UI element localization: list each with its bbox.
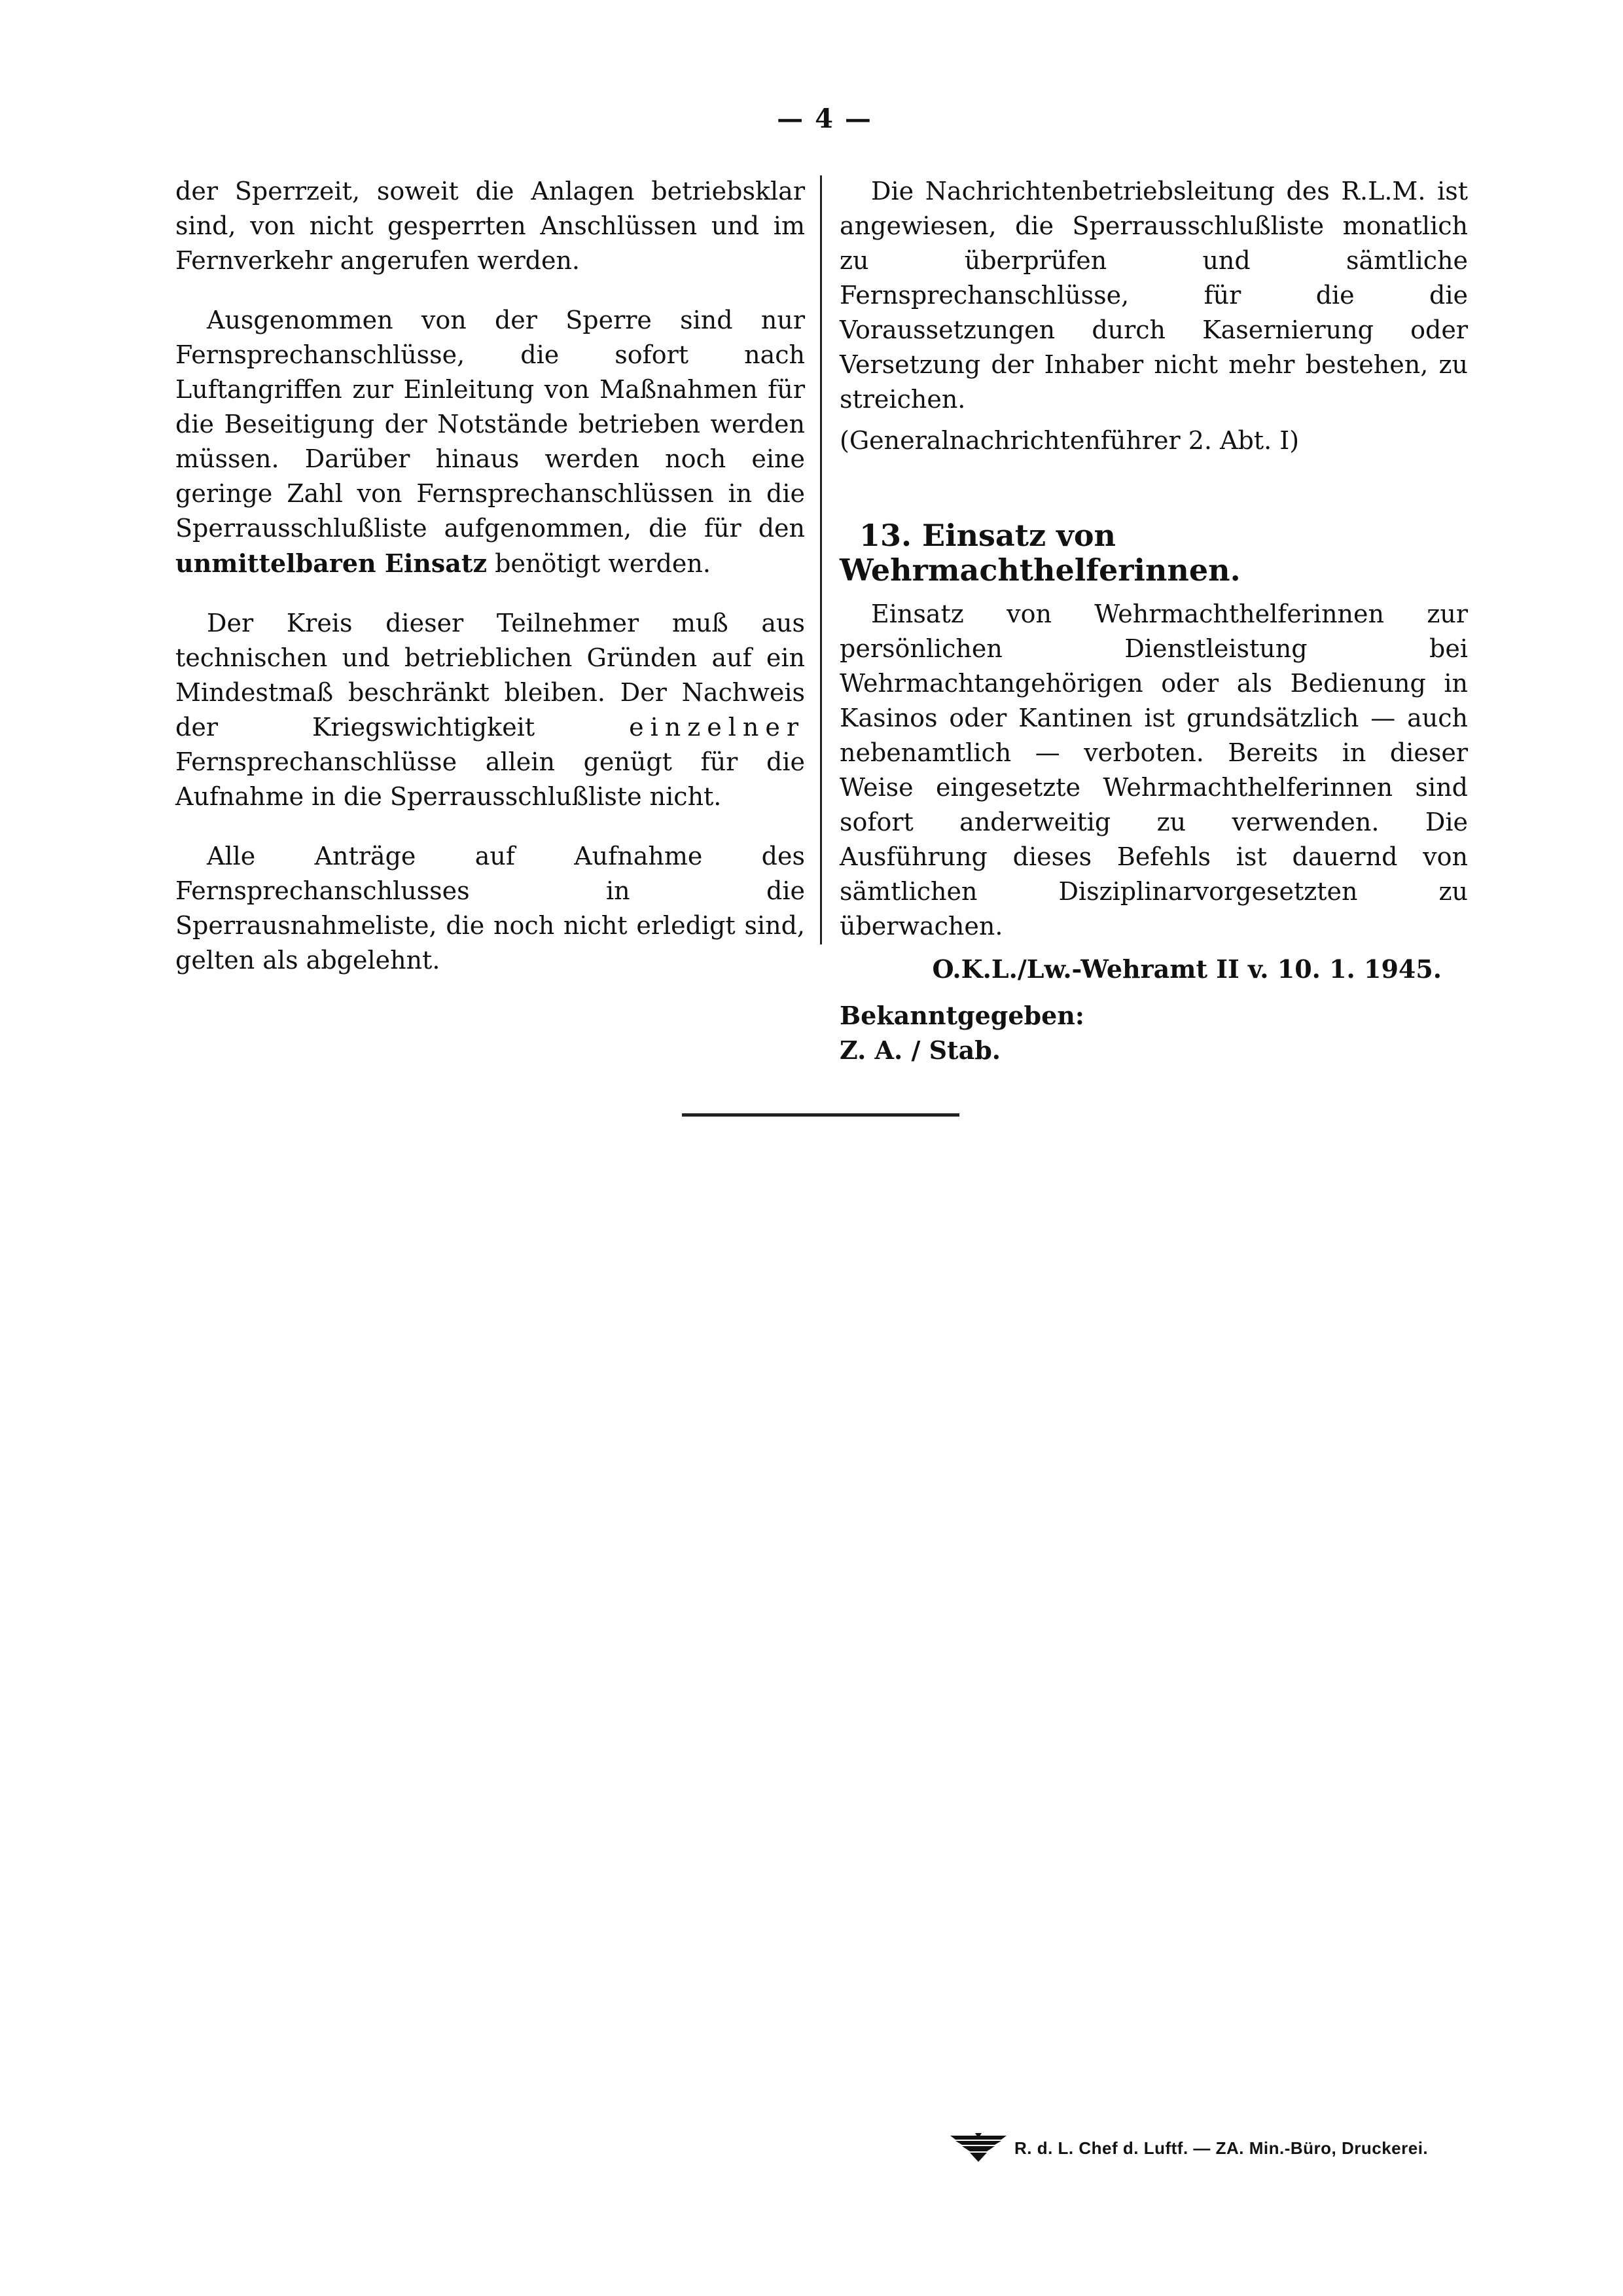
page-number: — 4 — [777,103,872,134]
left-paragraph-2-end: benötigt werden. [495,549,711,578]
right-column [840,174,1468,1067]
eagle-emblem-icon [949,2132,1008,2164]
left-paragraph-3-spaced-word: einzelner [629,713,805,742]
left-paragraph-2-emphasis: unmittelbaren Einsatz [175,548,488,578]
source-note: (Generalnachrichtenführer 2. Abt. I) [840,426,1300,455]
left-paragraph-2-start: Ausgenommen von der Sperre sind nur Fernsprechanschlüsse, die sofort nach Luftangriffen zur Einleitung von Maßnahmen für die Beseitigung der Notstände betrieben werden müssen. Darüber hinaus werden noch eine geringe Zahl von Fernsprechanschlüssen in die Sperrausschlußliste aufgenommen, die für den [175,306,805,543]
left-paragraph-3-start: Der Kreis dieser Teilnehmer muß aus technischen und betrieblichen Gründen auf ein Mindestmaß beschränkt bleiben. Der Nachweis der Kriegswichtigkeit [175,609,805,742]
closing-rule [682,1113,959,1117]
left-paragraph-4: Alle Anträge auf Aufnahme des Fernsprechanschlusses in die Sperrausnahmeliste, die noch nicht erledigt sind, gelten als abgelehnt. [175,842,805,975]
left-paragraph-2 [175,303,805,581]
left-column [175,174,805,978]
section-heading: 13. Einsatz von Wehrmachthelferinnen. [840,518,1241,588]
right-paragraph-1: Die Nachrichtenbetriebsleitung des R.L.M. ist angewiesen, die Sperrausschlußliste monatlich zu überprüfen und sämtliche Fernsprechanschlüsse, für die die Voraussetzungen durch Kasernierung oder Versetzung der Inhaber nicht mehr bestehen, zu streichen. [840,177,1468,414]
right-paragraph-2: Einsatz von Wehrmachthelferinnen zur persönlichen Dienstleistung bei Wehrmachtangehörigen oder als Bedienung in Kasinos oder Kantinen ist grundsätzlich — auch nebenamtlich — verboten. Bereits in dieser Weise eingesetzte Wehrmachthelferinnen sind sofort anderweitig zu verwenden. Die Ausführung dieses Befehls ist dauernd von sämtlichen Disziplinarvorgesetzten zu überwachen. [840,600,1468,941]
announcement-label: Bekanntgegeben: [840,1001,1084,1030]
signature-line: O.K.L./Lw.-Wehramt II v. 10. 1. 1945. [932,954,1442,984]
left-paragraph-3 [175,606,805,814]
column-divider [820,175,822,944]
printer-imprint: R. d. L. Chef d. Luftf. — ZA. Min.-Büro, Druckerei. [1014,2138,1429,2158]
left-paragraph-3-end: Fernsprechanschlüsse allein genügt für die Aufnahme in die Sperrausschlußliste nicht. [175,747,805,811]
left-paragraph-1: der Sperrzeit, soweit die Anlagen betriebsklar sind, von nicht gesperrten Anschlüssen und im Fernverkehr angerufen werden. [175,177,805,275]
footer [949,2128,1472,2168]
announcement-value: Z. A. / Stab. [840,1035,1001,1065]
announcement-block [840,998,1468,1067]
